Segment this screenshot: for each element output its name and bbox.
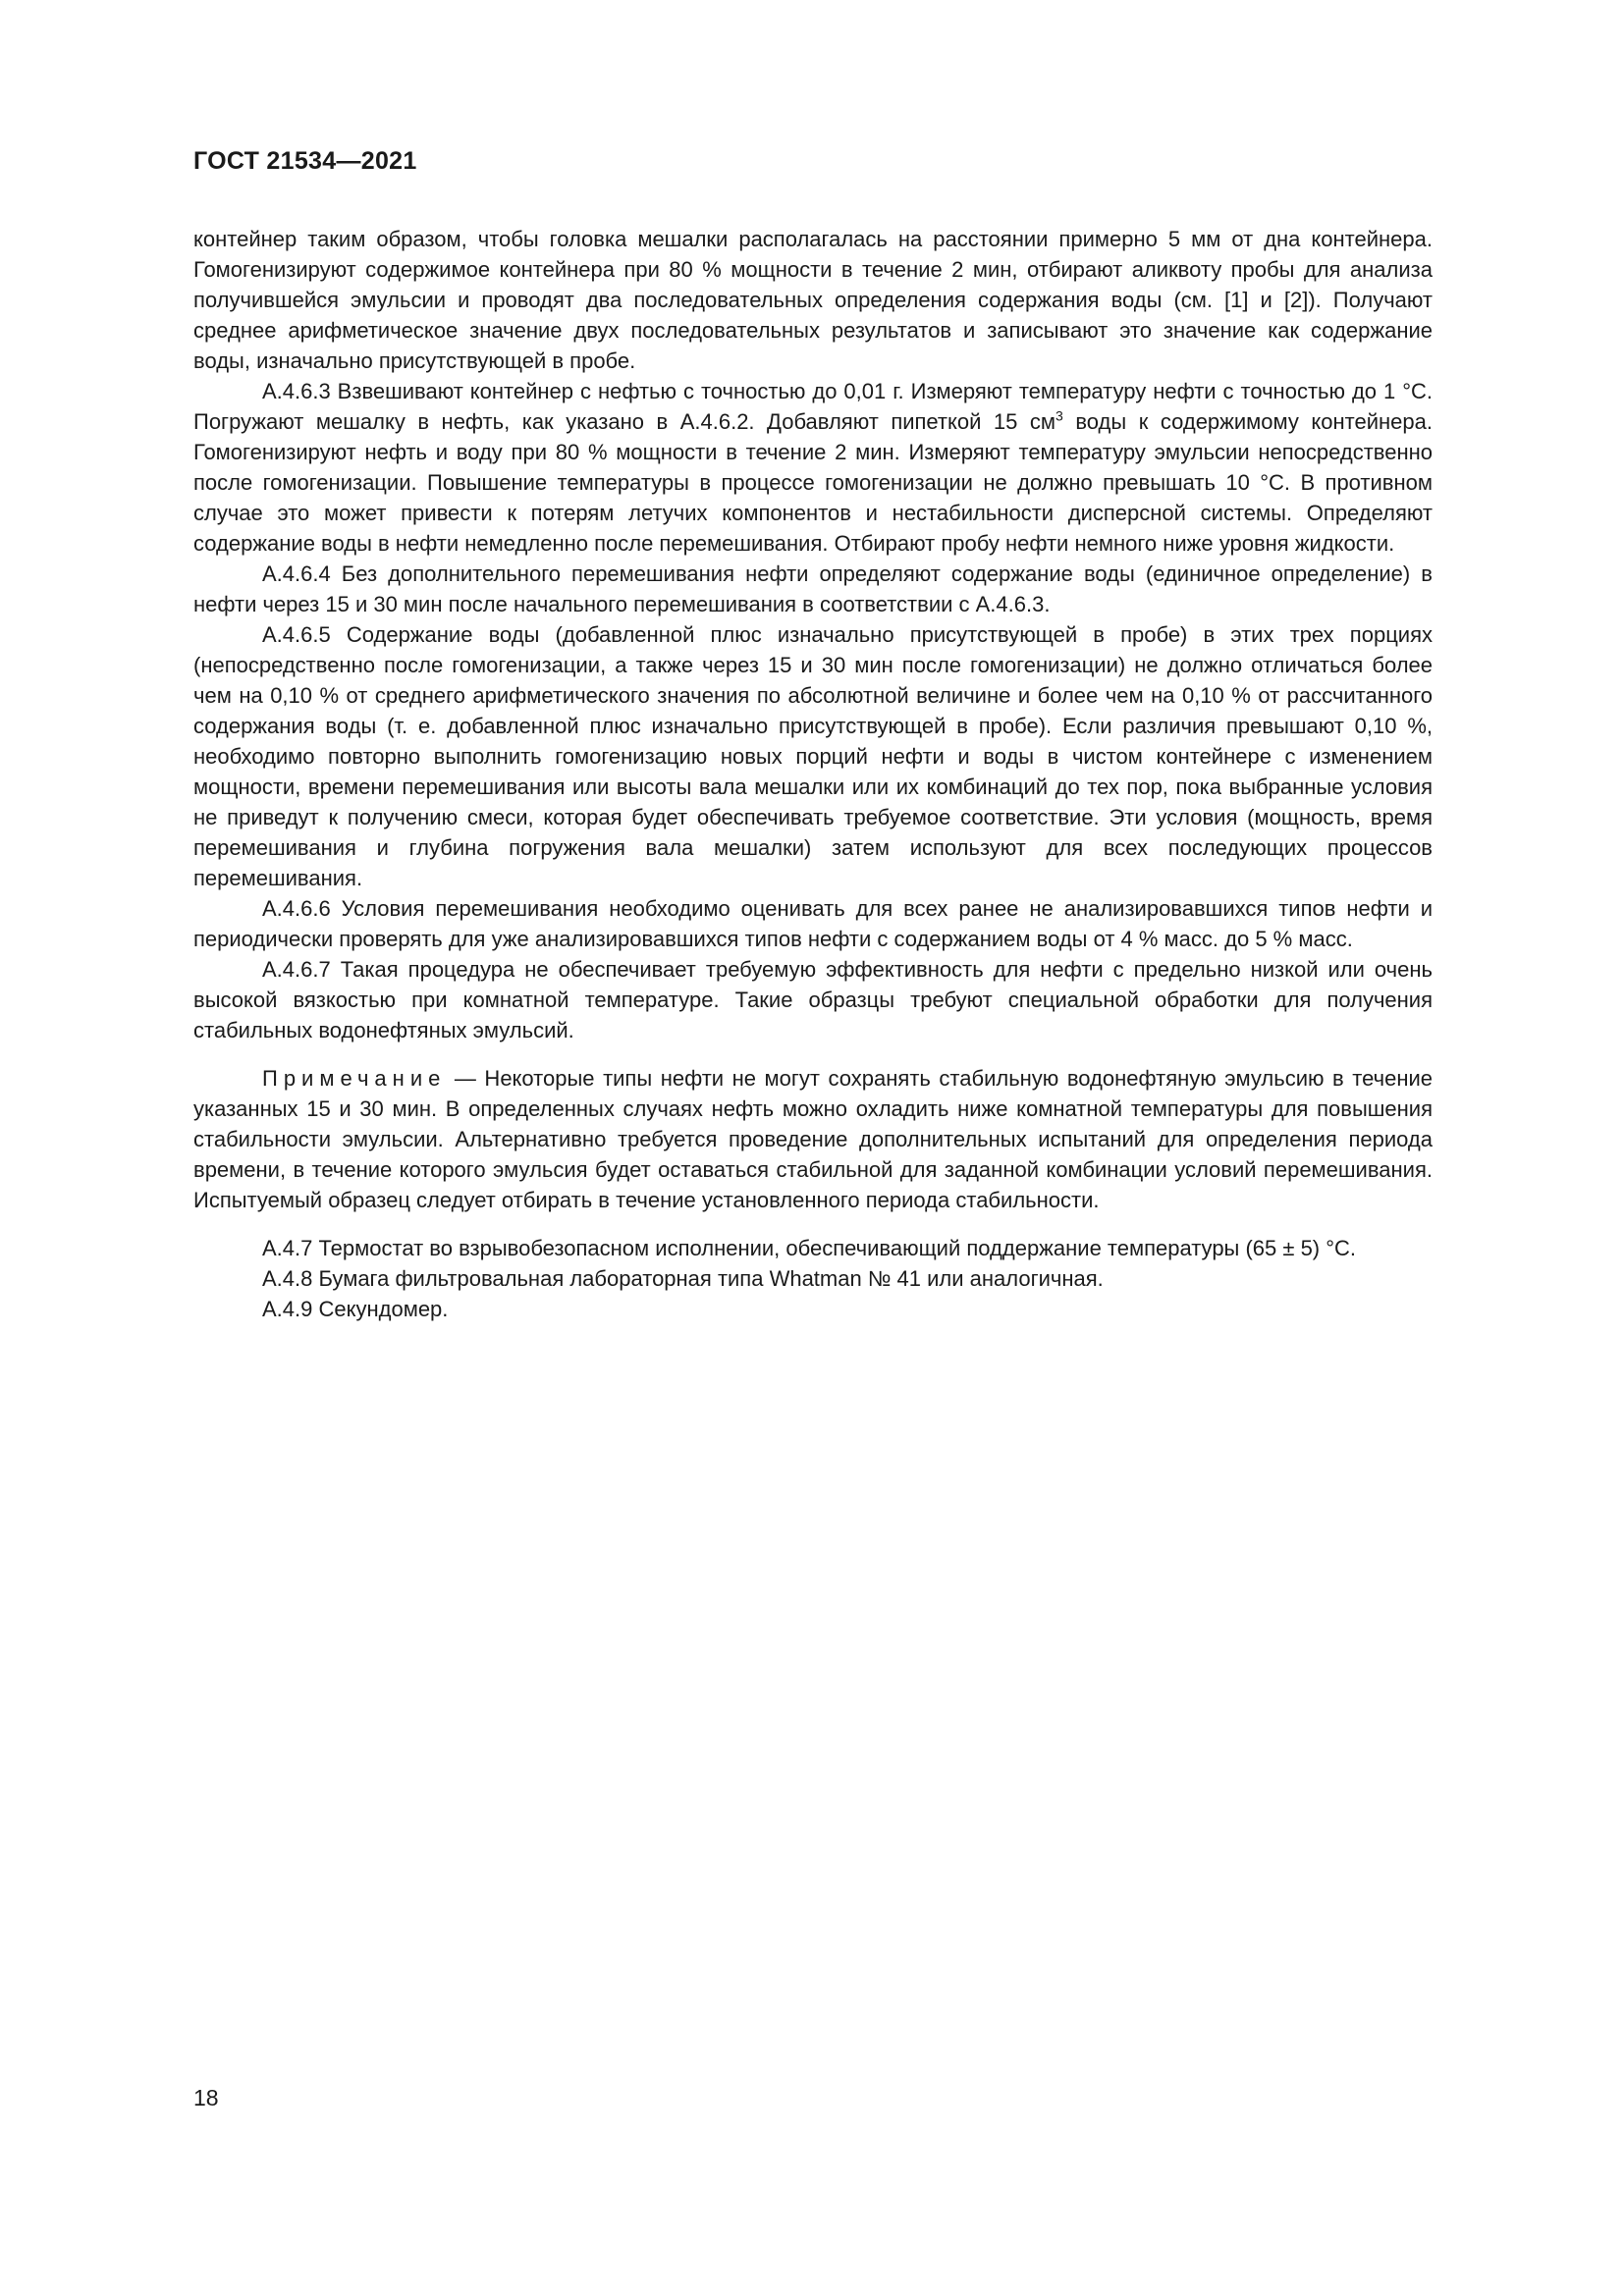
document-body (193, 224, 1433, 1324)
page-header-standard: ГОСТ 21534—2021 (193, 147, 417, 175)
paragraph-a-4-6-6: А.4.6.6 Условия перемешивания необходимо оценивать для всех ранее не анализировавшихся типов нефти и периодически проверять для уже анализировавшихся типов нефти с содержанием воды от 4 % масс. до 5 % масс. (193, 896, 1433, 951)
paragraph-a-4-6-3-part1: А.4.6.3 Взвешивают контейнер с нефтью с точностью до 0,01 г. Измеряют температуру нефти с точностью до 1 °С. Погружают мешалку в нефть, как указано в А.4.6.2. Добавляют пипеткой 15 см (193, 379, 1433, 434)
item-a-4-7: А.4.7 Термостат во взрывобезопасном исполнении, обеспечивающий поддержание температуры (65 ± 5) °С. (262, 1236, 1357, 1260)
paragraph-a-4-6-4: А.4.6.4 Без дополнительного перемешивания нефти определяют содержание воды (единичное определение) в нефти через 15 и 30 мин после начального перемешивания в соответствии с А.4.6.3. (193, 561, 1433, 616)
paragraph-a-4-6-3-part2: воды к содержимому контейнера. Гомогенизируют нефть и воду при 80 % мощности в течение 2 мин. Измеряют температуру эмульсии непосредственно после гомогенизации. Повышение температуры в процессе гомогенизации не должно превышать 10 °С. В противном случае это может привести к потерям летучих компонентов и нестабильности дисперсной системы. Определяют содержание воды в нефти немедленно после перемешивания. Отбирают пробу нефти немного ниже уровня жидкости. (193, 409, 1433, 556)
item-a-4-9: А.4.9 Секундомер. (262, 1297, 449, 1321)
paragraph-a-4-6-7: А.4.6.7 Такая процедура не обеспечивает требуемую эффективность для нефти с предельно низкой или очень высокой вязкостью при комнатной температуре. Такие образцы требуют специальной обработки для получения стабильных водонефтяных эмульсий. (193, 957, 1433, 1042)
note-text: — Некоторые типы нефти не могут сохранять стабильную водонефтяную эмульсию в течение указанных 15 и 30 мин. В определенных случаях нефть можно охладить ниже комнатной температуры для повышения стабильности эмульсии. Альтернативно требуется проведение дополнительных испытаний для определения периода времени, в течение которого эмульсия будет оставаться стабильной для заданной комбинации условий перемешивания. Испытуемый образец следует отбирать в течение установленного периода стабильности. (193, 1066, 1433, 1212)
paragraph-a-4-6-3 (193, 376, 1433, 559)
paragraph-a-4-6-5: А.4.6.5 Содержание воды (добавленной плюс изначально присутствующей в пробе) в этих трех порциях (непосредственно после гомогенизации, а также через 15 и 30 мин после гомогенизации) не должно отличаться более чем на 0,10 % от среднего арифметического значения по абсолютной величине и более чем на 0,10 % от рассчитанного содержания воды (т. е. добавленной плюс изначально присутствующей в пробе). Если различия превышают 0,10 %, необходимо повторно выполнить гомогенизацию новых порций нефти и воды в чистом контейнере с изменением мощности, времени перемешивания или высоты вала мешалки или их комбинаций до тех пор, пока выбранные условия не приведут к получению смеси, которая будет обеспечивать требуемое соответствие. Эти условия (мощность, время перемешивания и глубина погружения вала мешалки) затем используют для всех последующих процессов перемешивания. (193, 622, 1433, 890)
note-paragraph (193, 1063, 1433, 1215)
superscript-cube: 3 (1056, 407, 1063, 424)
note-label: Примечание (262, 1066, 447, 1091)
item-a-4-8: А.4.8 Бумага фильтровальная лабораторная типа Whatman № 41 или аналогичная. (262, 1266, 1104, 1291)
paragraph-continuation: контейнер таким образом, чтобы головка мешалки располагалась на расстоянии примерно 5 мм от дна контейнера. Гомогенизируют содержимое контейнера при 80 % мощности в течение 2 мин, отбирают аликвоту пробы для анализа получившейся эмульсии и проводят два последовательных определения содержания воды (см. [1] и [2]). Получают среднее арифметическое значение двух последовательных результатов и записывают это значение как содержание воды, изначально присутствующей в пробе. (193, 227, 1433, 373)
page-number: 18 (193, 2085, 219, 2110)
